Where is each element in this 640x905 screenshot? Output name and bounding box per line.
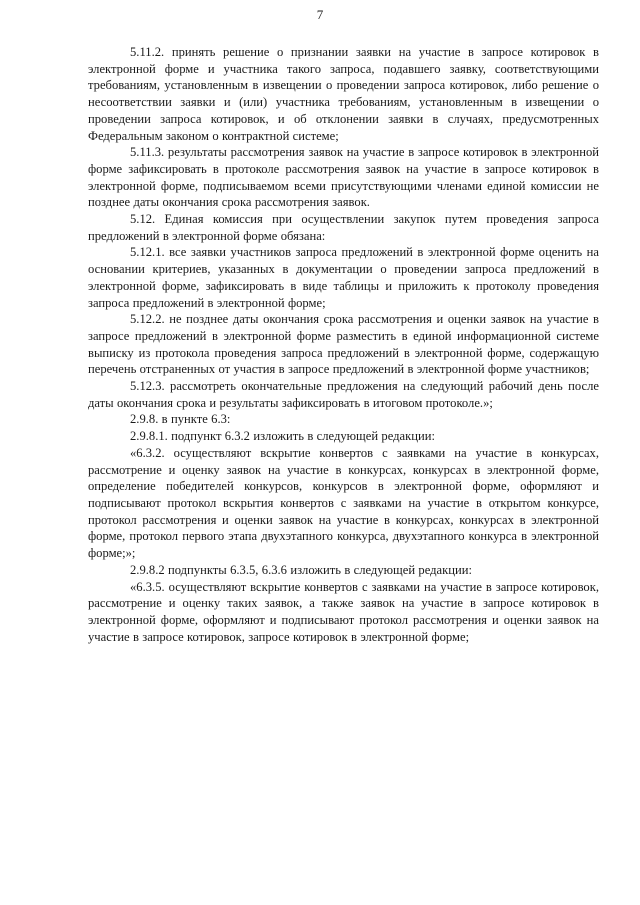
paragraph-5-12-3: 5.12.3. рассмотреть окончательные предложения на следующий рабочий день после даты окончания срока и результаты зафиксировать в итоговом протоколе.»; — [88, 379, 599, 410]
paragraph-2-9-8: 2.9.8. в пункте 6.3: — [130, 412, 231, 427]
paragraph-5-12: 5.12. Единая комиссия при осуществлении закупок путем проведения запроса предложений в электронной форме обязана: — [88, 212, 599, 243]
paragraph-6-3-2: «6.3.2. осуществляют вскрытие конвертов с заявками на участие в конкурсах, рассмотрение и оценку заявок на участие в конкурсах, конкурсах в электронной форме, определение победителей конкурсов, конкурсов в электронной форме, оформляют и подписывают протокол вскрытия конвертов с заявками на участие в открытом конкурсе, протокол рассмотрения и оценки заявок на участие в конкурсах, конкурсах в электронной форме, протокол первого этапа двухэтапного конкурса, двухэтапного конкурса в электронной форме;»; — [88, 445, 599, 561]
paragraph-5-12-1: 5.12.1. все заявки участников запроса предложений в электронной форме оценить на основании критериев, указанных в документации о проведении запроса предложений в электронной форме, зафиксировать в виде таблицы и приложить к протоколу проведения запроса предложений в электронной форме; — [88, 245, 599, 310]
document-body — [88, 44, 599, 645]
paragraph-5-11-3: 5.11.3. результаты рассмотрения заявок на участие в запросе котировок в электронной форме зафиксировать в протоколе рассмотрения заявок на участие в запросе котировок в электронной форме, подписываемом всеми присутствующими членами единой комиссии не позднее даты окончания срока рассмотрения заявок. — [88, 145, 599, 210]
paragraph-5-12-2: 5.12.2. не позднее даты окончания срока рассмотрения и оценки заявок на участие в запросе предложений в электронной форме разместить в единой информационной системе выписку из протокола проведения запроса предложений в электронной форме, содержащую перечень отстраненных от участия в запросе предложений в электронной форме участников; — [88, 312, 599, 377]
paragraph-2-9-8-2: 2.9.8.2 подпункты 6.3.5, 6.3.6 изложить в следующей редакции: — [130, 562, 472, 577]
paragraph-5-11-2: 5.11.2. принять решение о признании заявки на участие в запросе котировок в электронной форме и участника такого запроса, подавшего заявку, соответствующими требованиям, установленным в извещении о проведении запроса котировок, либо решение о несоответствии заявки и (или) участника требованиям, установленным в извещении о проведении запроса котировок, и об отклонении заявки в случаях, предусмотренных Федеральным законом о контрактной системе; — [88, 45, 599, 143]
page-number: 7 — [316, 7, 324, 22]
paragraph-6-3-5: «6.3.5. осуществляют вскрытие конвертов с заявками на участие в запросе котировок, рассмотрение и оценку таких заявок, а также заявок на участие в запросе котировок в электронной форме, оформляют и подписывают протокол рассмотрения и оценки заявок на участие в запросе котировок, запросе котировок в электронной форме; — [88, 579, 599, 644]
paragraph-2-9-8-1: 2.9.8.1. подпункт 6.3.2 изложить в следующей редакции: — [130, 429, 435, 444]
